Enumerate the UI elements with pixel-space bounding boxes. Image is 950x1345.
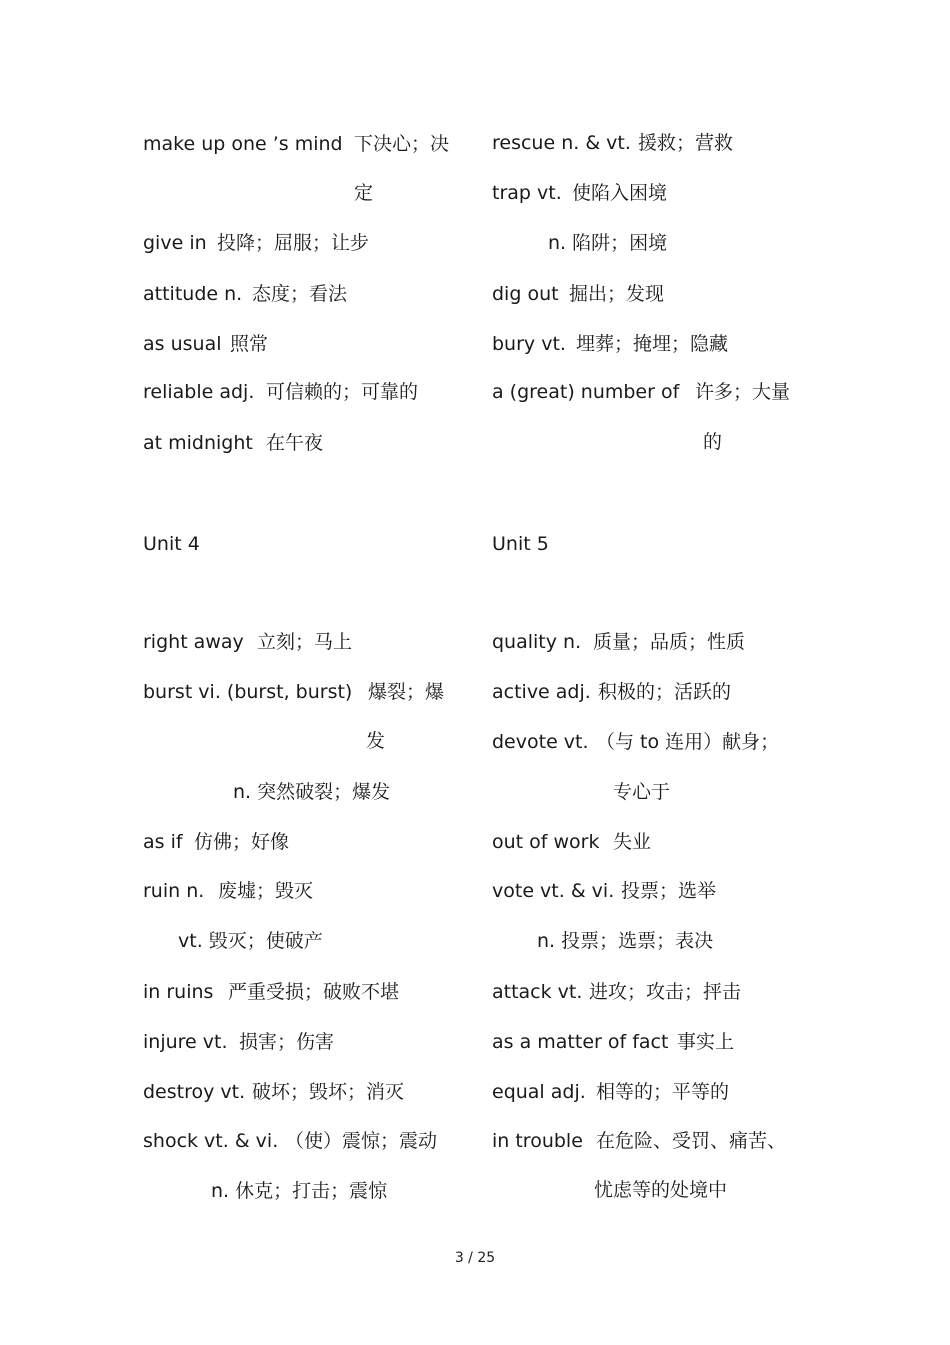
vocab-meaning: 积极的；活跃的: [598, 681, 732, 703]
vocab-sub-meaning: n. 投票；选票；表决: [537, 930, 714, 952]
vocab-meaning-continued: 定: [354, 182, 374, 204]
vocab-term: as a matter of fact: [492, 1031, 669, 1053]
vocab-term: burst vi. (burst, burst): [143, 681, 353, 703]
vocab-sub-meaning: n. 突然破裂；爆发: [233, 781, 391, 803]
vocab-meaning: 态度；看法: [252, 283, 348, 305]
vocab-meaning: 相等的；平等的: [596, 1081, 730, 1103]
vocab-meaning-continued: 发: [366, 730, 386, 752]
vocab-meaning: 在危险、受罚、痛苦、: [596, 1130, 787, 1152]
vocab-meaning: 仿佛；好像: [194, 831, 290, 853]
vocab-sub-meaning: n. 休克；打击；震惊: [211, 1180, 388, 1202]
vocab-meaning: 掘出；发现: [569, 283, 665, 305]
vocab-meaning: 照常: [230, 333, 269, 355]
vocab-term: destroy vt.: [143, 1081, 246, 1103]
vocab-term: in ruins: [143, 981, 214, 1003]
vocab-meaning: 埋葬；掩埋；隐藏: [576, 333, 729, 355]
vocab-term: as usual: [143, 333, 222, 355]
vocab-meaning: 下决心；决: [354, 133, 450, 155]
vocab-term: a (great) number of: [492, 381, 680, 403]
vocab-meaning: 废墟；毁灭: [218, 880, 314, 902]
vocab-meaning: 投票；选举: [621, 880, 717, 902]
vocab-meaning: 事实上: [677, 1031, 735, 1053]
unit-heading: Unit 4: [143, 533, 200, 555]
vocab-meaning: 援救；营救: [638, 132, 734, 154]
vocab-meaning-continued: 忧虑等的处境中: [594, 1179, 728, 1201]
vocab-term: out of work: [492, 831, 600, 853]
vocab-term: devote vt.: [492, 731, 589, 753]
vocab-meaning: 失业: [613, 831, 652, 853]
vocab-meaning: 立刻；马上: [257, 631, 353, 653]
vocab-term: reliable adj.: [143, 381, 255, 403]
vocab-meaning: 投降；屈服；让步: [217, 232, 370, 254]
vocab-term: ruin n.: [143, 880, 205, 902]
vocab-sub-meaning: vt. 毁灭；使破产: [178, 930, 323, 952]
vocab-meaning: 使陷入困境: [572, 182, 668, 204]
vocab-meaning: 质量；品质；性质: [593, 631, 746, 653]
vocab-term: bury vt.: [492, 333, 566, 355]
vocab-meaning: 爆裂；爆: [368, 681, 445, 703]
vocab-meaning-continued: 专心于: [613, 781, 671, 803]
vocab-term: right away: [143, 631, 244, 653]
vocab-meaning: 破坏；毁坏；消灭: [252, 1081, 405, 1103]
vocab-term: quality n.: [492, 631, 582, 653]
vocab-term: injure vt.: [143, 1031, 228, 1053]
vocab-term: at midnight: [143, 432, 253, 454]
vocab-meaning: 可信赖的；可靠的: [266, 381, 419, 403]
vocab-term: equal adj.: [492, 1081, 586, 1103]
vocab-meaning: 在午夜: [266, 432, 324, 454]
vocab-term: vote vt. & vi.: [492, 880, 615, 902]
vocab-meaning: （使）震惊；震动: [285, 1130, 438, 1152]
vocab-term: give in: [143, 232, 207, 254]
vocab-term: dig out: [492, 283, 559, 305]
vocab-term: shock vt. & vi.: [143, 1130, 279, 1152]
vocab-term: attitude n.: [143, 283, 243, 305]
vocab-meaning: （与 to 连用）献身；: [596, 731, 780, 753]
vocab-term: rescue n. & vt.: [492, 132, 631, 154]
vocab-term: active adj.: [492, 681, 591, 703]
vocab-meaning-continued: 的: [703, 431, 723, 453]
vocab-sub-meaning: n. 陷阱；困境: [548, 232, 668, 254]
page-number: 3 / 25: [454, 1250, 496, 1266]
vocab-meaning: 许多；大量: [695, 381, 791, 403]
vocab-term: attack vt.: [492, 981, 583, 1003]
vocab-term: as if: [143, 831, 183, 853]
vocab-term: make up one ’s mind: [143, 133, 343, 155]
vocab-meaning: 进攻；攻击；抨击: [589, 981, 742, 1003]
unit-heading: Unit 5: [492, 533, 549, 555]
vocab-term: trap vt.: [492, 182, 562, 204]
vocab-meaning: 严重受损；破败不堪: [228, 981, 400, 1003]
vocab-meaning: 损害；伤害: [239, 1031, 335, 1053]
vocab-term: in trouble: [492, 1130, 583, 1152]
